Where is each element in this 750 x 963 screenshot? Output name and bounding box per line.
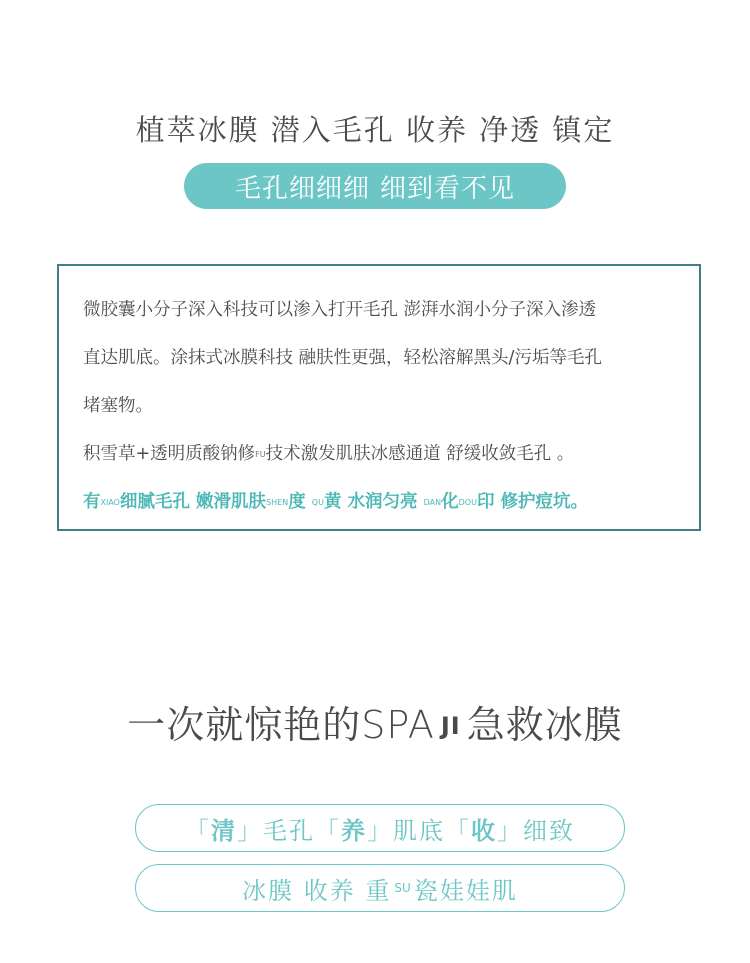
- line5-text-a: 有: [83, 492, 101, 512]
- porcelain-pill: [135, 864, 625, 912]
- description-line-5: [83, 478, 675, 526]
- pinyin-fu: FU: [255, 450, 266, 459]
- pinyin-ji: JI: [440, 712, 461, 740]
- bracket-close: 」: [367, 816, 393, 845]
- description-line-1: 微胶囊小分子深入科技可以渗入打开毛孔 澎湃水润小分子深入渗透: [83, 300, 597, 320]
- benefit-fine: 细致: [523, 816, 575, 845]
- bracket-open: 「: [445, 816, 471, 845]
- bracket-close: 」: [497, 816, 523, 845]
- benefit-skin-base: 肌底: [393, 816, 445, 845]
- line5-text-e: 化: [441, 492, 459, 512]
- pinyin-dou: DOU: [458, 498, 477, 507]
- pill-text-thin: 细到看不见: [380, 173, 516, 204]
- benefit-pores: 毛孔: [263, 816, 315, 845]
- spa-headline-part1: 一次就惊艳的SPA: [127, 703, 435, 747]
- bracket-open: 「: [185, 816, 211, 845]
- description-line-4: [83, 430, 675, 478]
- line4-text-a: 积雪草+透明质酸钠修: [83, 444, 256, 464]
- line5-text-d: 黄 水润匀亮: [323, 492, 418, 512]
- keyword-tighten: 收: [471, 816, 497, 845]
- description-line-3: 堵塞物。: [83, 396, 153, 416]
- description-box: [57, 264, 701, 531]
- pinyin-su: SU: [394, 881, 411, 895]
- pinyin-dan: DAN: [423, 498, 442, 507]
- headline: 植萃冰膜 潜入毛孔 收养 净透 镇定: [135, 113, 615, 147]
- spa-headline: [0, 694, 750, 749]
- porcelain-text-a: 冰膜 收养 重: [242, 876, 392, 905]
- line4-text-b: 技术激发肌肤冰感通道 舒缓收敛毛孔 。: [265, 444, 575, 464]
- headline-pill: [184, 163, 566, 209]
- description-line-2: 直达肌底。涂抹式冰膜科技 融肤性更强，轻松溶解黑头/污垢等毛孔: [83, 348, 602, 368]
- pill-text-bold: 毛孔细细细: [234, 173, 370, 204]
- porcelain-text-b: 瓷娃娃肌: [413, 876, 518, 905]
- pinyin-shen: SHEN: [266, 498, 289, 507]
- spa-headline-part2: 急救冰膜: [466, 703, 623, 747]
- bracket-open: 「: [315, 816, 341, 845]
- keyword-clean: 清: [211, 816, 237, 845]
- line5-text-c: 度: [288, 492, 306, 512]
- keyword-nourish: 养: [341, 816, 367, 845]
- bracket-close: 」: [237, 816, 263, 845]
- line5-text-f: 印 修护痘坑。: [476, 492, 589, 512]
- pinyin-qu: QU: [311, 498, 324, 507]
- line5-text-b: 细腻毛孔 嫩滑肌肤: [119, 492, 267, 512]
- pinyin-xiao: XIAO: [100, 498, 120, 507]
- benefits-pill: [135, 804, 625, 852]
